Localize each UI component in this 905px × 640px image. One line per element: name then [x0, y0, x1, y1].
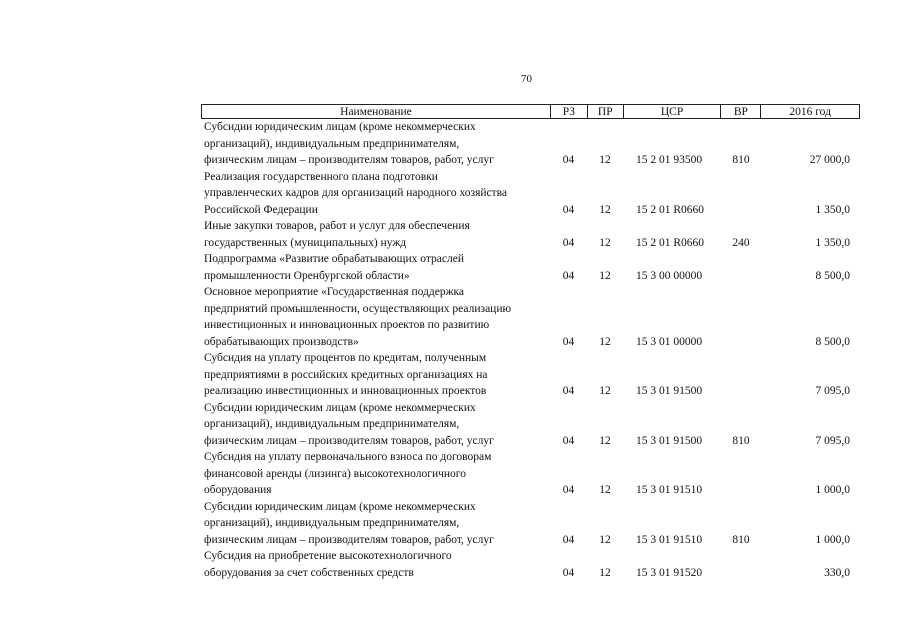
row-amount: 27 000,0 [809, 154, 850, 166]
row-csr: 15 3 00 00000 [636, 269, 703, 282]
row-amount: 1 000,0 [815, 484, 850, 496]
row-name-line: Субсидия на уплату процентов по кредитам, полученным [204, 352, 487, 364]
row-name [201, 284, 550, 350]
row-rz: 04 [562, 484, 575, 496]
row-amount: 7 095,0 [815, 385, 850, 397]
row-amount: 7 095,0 [815, 434, 850, 447]
row-rz: 04 [562, 236, 575, 249]
row-name-line: организаций), индивидуальным предпринимателям, [204, 517, 460, 529]
header-pr: ПР [587, 105, 623, 118]
row-vr: 810 [732, 434, 750, 447]
table-row [201, 350, 860, 400]
row-name-line: физическим лицам – производителям товаров, работ, услуг [204, 154, 494, 166]
table-row [201, 449, 860, 499]
row-csr: 15 3 01 91500 [636, 385, 703, 397]
row-name [201, 251, 550, 284]
table-row [201, 284, 860, 350]
row-csr: 15 3 01 91510 [636, 533, 703, 546]
row-name-line: Российской Федерации [204, 203, 318, 216]
row-amount: 330,0 [824, 566, 850, 579]
row-pr: 12 [599, 203, 611, 216]
row-csr: 15 3 01 91520 [636, 566, 703, 579]
row-name-line: финансовой аренды (лизинга) высокотехнологичного [204, 467, 466, 480]
row-name [201, 400, 550, 450]
row-name-line: Основное мероприятие «Государственная поддержка [204, 286, 465, 298]
row-pr: 12 [599, 335, 611, 348]
row-rz: 04 [562, 385, 575, 397]
table-body [201, 119, 860, 581]
row-name [201, 548, 550, 581]
row-pr: 12 [599, 566, 611, 579]
table-header [201, 104, 860, 119]
row-pr: 12 [599, 236, 611, 249]
table-row [201, 218, 860, 251]
row-vr: 810 [732, 154, 750, 166]
row-name-line: оборудования за счет собственных средств [204, 566, 414, 579]
row-name-line: предприятиями в российских кредитных организациях на [204, 368, 488, 381]
row-csr: 15 3 01 91500 [636, 434, 703, 447]
row-pr: 12 [599, 385, 611, 397]
row-amount: 1 350,0 [815, 236, 850, 249]
budget-table [201, 104, 860, 581]
row-rz: 04 [562, 533, 575, 546]
row-name-line: Субсидия на уплату первоначального взноса по договорам [204, 451, 492, 463]
row-csr: 15 2 01 93500 [636, 154, 703, 166]
row-amount: 8 500,0 [815, 335, 850, 348]
row-pr: 12 [599, 484, 611, 496]
row-amount: 8 500,0 [815, 269, 850, 282]
row-name-line: государственных (муниципальных) нужд [204, 236, 407, 249]
row-pr: 12 [599, 269, 611, 282]
table-row [201, 251, 860, 284]
table-row [201, 548, 860, 581]
row-name-line: Иные закупки товаров, работ и услуг для обеспечения [204, 220, 470, 232]
header-name: Наименование [340, 106, 412, 118]
row-rz: 04 [562, 203, 575, 216]
row-name [201, 119, 550, 169]
row-name-line: промышленности Оренбургской области» [204, 269, 410, 282]
row-pr: 12 [599, 434, 611, 447]
row-rz: 04 [562, 269, 575, 282]
row-name-line: Субсидия на приобретение высокотехнологичного [204, 550, 452, 562]
row-name-line: Подпрограмма «Развитие обрабатывающих отраслей [204, 253, 464, 265]
row-name [201, 499, 550, 549]
row-rz: 04 [562, 566, 575, 579]
row-name [201, 350, 550, 400]
row-name-line: управленческих кадров для организаций народного хозяйства [204, 187, 508, 199]
row-csr: 15 3 01 00000 [636, 335, 703, 348]
row-name [201, 218, 550, 251]
row-name-line: инвестиционных и инновационных проектов по развитию [204, 319, 490, 331]
header-year: 2016 год [760, 105, 859, 118]
row-rz: 04 [562, 154, 575, 166]
row-vr: 240 [732, 236, 750, 249]
row-pr: 12 [599, 533, 611, 546]
row-name-line: Субсидии юридическим лицам (кроме некоммерческих [204, 401, 476, 414]
header-csr: ЦСР [623, 105, 721, 118]
row-name-line: физическим лицам – производителям товаров, работ, услуг [204, 434, 494, 447]
header-rz: РЗ [550, 105, 587, 118]
row-name-line: организаций), индивидуальным предпринимателям, [204, 418, 460, 430]
page-number: 70 [521, 73, 532, 85]
row-csr: 15 2 01 R0660 [636, 236, 705, 249]
row-name-line: Субсидии юридическим лицам (кроме некоммерческих [204, 121, 476, 133]
row-name [201, 169, 550, 219]
row-name-line: обрабатывающих производств» [204, 335, 359, 348]
row-name-line: оборудования [204, 484, 272, 496]
row-csr: 15 3 01 91510 [636, 484, 703, 496]
row-amount: 1 000,0 [815, 533, 850, 546]
row-csr: 15 2 01 R0660 [636, 203, 705, 216]
row-vr: 810 [732, 533, 750, 546]
table-row [201, 119, 860, 169]
header-vr: ВР [720, 105, 760, 118]
row-name-line: организаций), индивидуальным предпринимателям, [204, 137, 460, 150]
row-rz: 04 [562, 434, 575, 447]
row-pr: 12 [599, 154, 611, 166]
row-name-line: реализацию инвестиционных и инновационных проектов [204, 385, 487, 397]
row-name-line: физическим лицам – производителям товаров, работ, услуг [204, 533, 494, 546]
row-name-line: Субсидии юридическим лицам (кроме некоммерческих [204, 500, 476, 513]
row-amount: 1 350,0 [815, 203, 850, 216]
row-name-line: Реализация государственного плана подготовки [204, 170, 438, 183]
table-row [201, 169, 860, 219]
row-name-line: предприятий промышленности, осуществляющих реализацию [204, 302, 512, 315]
table-row [201, 400, 860, 450]
row-rz: 04 [562, 335, 575, 348]
table-row [201, 499, 860, 549]
row-name [201, 449, 550, 499]
